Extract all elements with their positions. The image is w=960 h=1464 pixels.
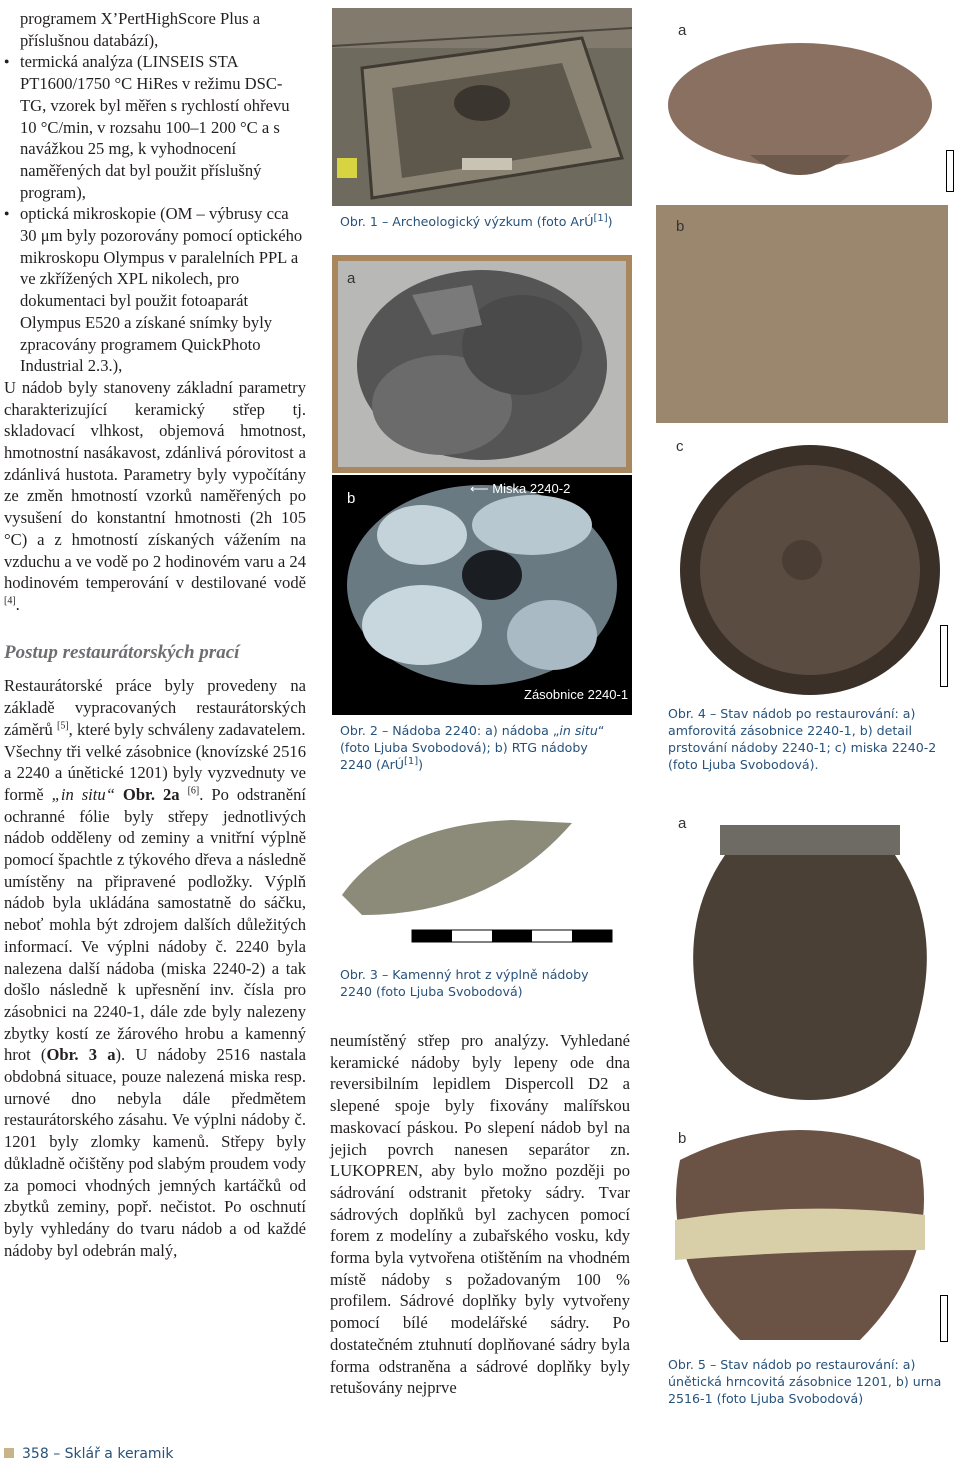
caption-text: ) — [418, 757, 424, 772]
bowl-photo — [670, 430, 950, 700]
list-item-intro: programem X’PertHighScore Plus a příslušnou databází), — [20, 9, 261, 50]
fig3-caption: Obr. 3 – Kamenný hrot z výplně nádoby 2240 (foto Ljuba Svobodová) — [340, 967, 589, 999]
scale-bar — [940, 1295, 948, 1342]
fig2-label-b: b — [347, 490, 356, 507]
fig2-caption — [340, 722, 612, 773]
text-span: . — [15, 594, 20, 614]
fig4-caption: Obr. 4 – Stav nádob po restaurování: a) amforovitá zásobnice 2240-1, b) detail prstování nádoby 2240-1; c) miska 2240-2 (foto Ljuba Svobodová). — [668, 706, 937, 772]
scale-bar — [940, 625, 948, 687]
stone-point-photo — [332, 805, 632, 965]
reference: [1] — [593, 212, 608, 224]
fig1-caption — [340, 213, 640, 230]
page-number: 358 — [22, 1446, 49, 1462]
fig5-caption: Obr. 5 – Stav nádob po restaurování: a) únětická hrncovitá zásobnice 1201, b) urna 2516-1 (foto Ljuba Svobodová) — [668, 1357, 942, 1406]
journal-name: – Sklář a keramik — [53, 1446, 174, 1462]
list-item-microscopy: ● optická mikroskopie (OM – výbrusy cca 30 μm byly pozorovány pomocí optického mikroskopu Olympus v paralelních PPL a ve zkřížených XPL nikolech, pro dokumentaci byl použit fotoaparát Olympus E520 a získané snímky byly zpracovány programem QuickPhoto Industrial 2.3.), — [4, 203, 306, 377]
text-span: ). U nádoby 2516 nastala obdobná situace, pouze nalezená miska resp. urnové dno nebyla dále předmětem restaurátorského zásahu. Ve výplni nádoby č. 1201 byly zlomky kamenů. Střepy byly důkladně očištěny pod slabým proudem vody za pomoci vhodných jemných kartáčků od zbytků zeminy, popř. nečistot. Po oschnutí byly vyhledány do tvaru nádob a od každé nádoby byl odebrán malý, — [4, 1045, 306, 1260]
excavation-photo — [332, 8, 632, 206]
italic-text: in situ — [559, 723, 598, 738]
fig4-label-b: b — [676, 218, 685, 235]
footer-square-icon — [4, 1448, 14, 1458]
figure-ref: Obr. 3 a — [46, 1045, 116, 1065]
urn-photo — [660, 1100, 940, 1345]
reference: [6] — [187, 785, 200, 797]
paragraph-parameters — [4, 377, 306, 616]
left-column — [4, 8, 306, 1261]
figure-ref: Obr. 2a — [122, 784, 180, 804]
reference: [1] — [403, 755, 419, 767]
middle-body-text: neumístěný střep pro analýzy. Vyhledané keramické nádoby byly lepeny ode dna reversibilním lepidlem Dispercoll D2 a slepené spoje byly fixovány malířskou maskovací páskou. Po slepení nádob byl na jejich povrch nanesen separátor zn. LUKOPREN, aby bylo možno později po sádrování odstranit přetoky sádry. Tvar sádrových doplňků byl zachycen pomocí forem z modelíny a zubařského vosku, kdy forma byla vytvořena otištěním na vhodném místě nádoby s požadovaným 100 % profilem. Sádrové doplňky byly vytvořeny pomocí bílé modelářské sádry. Po dostatečném ztuhnutí doplňované sádry byla forma odstraněna a sádrové doplňky byly retušovány nejprve — [330, 1031, 630, 1398]
section-heading: Postup restaurátorských prací — [4, 641, 240, 663]
caption-text: Obr. 2 – Nádoba 2240: a) nádoba „ — [340, 723, 560, 738]
page-footer — [4, 1446, 174, 1462]
method-list — [4, 8, 306, 377]
fig5-label-a: a — [678, 815, 687, 832]
italic-text: „in situ“ — [51, 784, 115, 804]
scale-bar — [946, 150, 954, 192]
text-span: , které byly schváleny zadavatelem. — [68, 719, 306, 739]
fig5-label-b: b — [678, 1130, 687, 1147]
caption-text: Obr. 1 – Archeologický výzkum (foto ArÚ — [340, 214, 594, 229]
text-span: . Po odstranění ochranné fólie byly střepy jednotlivých nádob odděleny od zeminy a vnitřní výplně pomocí špachtle z týkového dřeva a následně umístěny na připravené podložky. Výplň nádob byla ukládána samostatně do sáčku, neboť mohla být zdrojem dalších důležitých informací. Ve výplni nádoby č. 2240 byla nalezena další nádoba (miska 2240-2) a tak došlo následně k upřesnění inv. čísla pro zásobnici na 2240-1, dále zde byly nalezeny zbytky kostí ze žárového hrobu a kamenný hrot ( — [4, 784, 307, 1065]
list-item-thermal: ● termická analýza (LINSEIS STA PT1600/1750 °C HiRes v režimu DSC-TG, vzorek byl měřen s rychlostí ohřevu 10 °C/min, v rozsahu 100–1 200 °C a s navážkou 25 mg, k vyhodnocení naměřených dat byl použit příslušný program), — [4, 51, 306, 203]
paragraph-vessels — [4, 741, 306, 1262]
paragraph-restoration — [4, 675, 306, 740]
amphora-photo — [660, 35, 946, 195]
text-span: Restaurátorské práce byly provedeny na základě vypracovaných restaurátorských záměrů — [4, 676, 306, 739]
reference: [4] — [4, 595, 16, 607]
fig4-label-c: c — [676, 438, 684, 455]
caption-text: ) — [607, 214, 613, 229]
finger-detail-photo — [656, 205, 948, 423]
arrow-text: Miska 2240-2 — [492, 481, 571, 496]
arrow-icon: ⟵ — [470, 481, 489, 496]
text-span: Všechny tři velké zásobnice (knovízské 2516 a 2240 a únětické 1201) byly vyzvednuty ve formě — [4, 741, 306, 804]
reference: [5] — [56, 720, 69, 732]
fig4-label-a: a — [678, 22, 687, 39]
arrow-label-top — [470, 481, 570, 497]
vessel-in-situ-photo — [332, 255, 632, 473]
xray-image — [332, 475, 632, 715]
fig2-label-a: a — [347, 270, 356, 287]
text-span: U nádob byly stanoveny základní parametry charakterizující keramický střep tj. skladovací vlhkost, objemová hmotnost, hmotnostní nasákavost, zdánlivá pórovitost a zdánlivá hustota. Parametry byly vypočítány ze změn hmotností vzorků naměřených po vysušení do konstantní hmotnosti (2h 105 °C) a z hmotností získaných vážením na vzduchu a ve vodě po 2 hodinovém varu a 24 hodinovém temperování v destilované vodě — [4, 377, 306, 593]
caption-text: “ (foto Ljuba Svobodová); b) RTG nádoby 2240 (ArÚ — [340, 723, 605, 772]
pot-1201-photo — [680, 815, 940, 1100]
arrow-label-bottom: Zásobnice 2240-1 — [524, 687, 629, 702]
